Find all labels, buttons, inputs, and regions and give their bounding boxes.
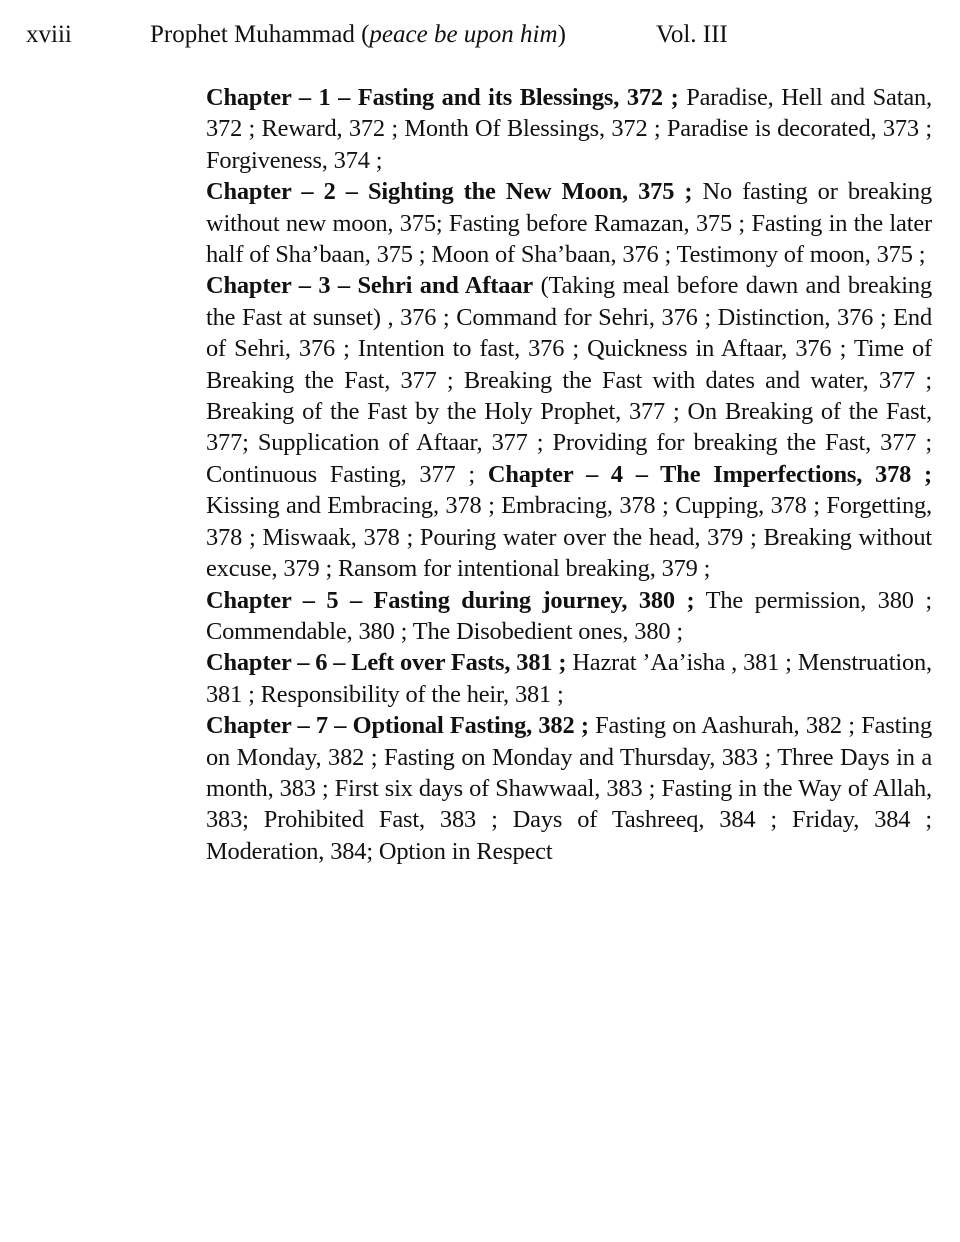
- contents-list: [206, 82, 932, 867]
- chapter-entry-6: [206, 647, 932, 710]
- chapter-entry-3: [206, 270, 932, 584]
- chapter-heading: Chapter – 2 – Sighting the New Moon, 375 ;: [206, 178, 693, 206]
- volume-label: Vol. III: [656, 21, 728, 48]
- chapter-entry-5: [206, 585, 932, 648]
- running-header: [0, 18, 960, 52]
- chapter-topics: The permission, 380 ; Commendable, 380 ; The Disobedient ones, 380 ;: [206, 586, 932, 645]
- chapter-heading: Chapter – 4 – The Imperfections, 378 ;: [487, 460, 932, 488]
- chapter-topics: Hazrat ’Aa’isha , 381 ; Menstruation, 381 ; Responsibility of the heir, 381 ;: [206, 649, 932, 708]
- book-title-open-paren: (: [361, 21, 370, 48]
- chapter-entry-1: [206, 82, 932, 176]
- chapter-heading: Chapter – 1 – Fasting and its Blessings, 372 ;: [206, 84, 679, 111]
- chapter-topics: Kissing and Embracing, 378 ; Embracing, 378 ; Cupping, 378 ; Forgetting, 378 ; Miswaak, 378 ; Pouring water over the head, 379 ; Breaking without excuse, 379 ; Ransom for intentional breaking, 379 ;: [206, 492, 932, 583]
- chapter-entry-7: [206, 710, 932, 867]
- chapter-topics: No fasting or breaking without new moon, 375; Fasting before Ramazan, 375 ; Fasting in the later half of Sha’baan, 375 ; Moon of Sha’baan, 376 ; Testimony of moon, 375 ;: [206, 178, 932, 269]
- chapter-topics: Paradise, Hell and Satan, 372 ; Reward, 372 ; Month Of Blessings, 372 ; Paradise is decorated, 373 ; Forgiveness, 374 ;: [206, 84, 932, 174]
- chapter-heading: Chapter – 7 – Optional Fasting, 382 ;: [206, 712, 589, 740]
- book-title-main: Prophet Muhammad: [150, 21, 355, 48]
- chapter-entry-2: [206, 176, 932, 270]
- chapter-topics: (Taking meal before dawn and breaking the Fast at sunset) , 376 ; Command for Sehri, 376 ; Distinction, 376 ; End of Sehri, 376 ; Intention to fast, 376 ; Quickness in Aftaar, 376 ; Time of Breaking the Fast, 377 ; Breaking the Fast with dates and water, 377 ; Breaking of the Fast by the Holy Prophet, 377 ; On Breaking of the Fast, 377; Supplication of Aftaar, 377 ; Providing for breaking the Fast, 377 ; Continuous Fasting, 377 ;: [206, 272, 932, 488]
- book-title-close-paren: ): [557, 21, 566, 48]
- page-number: xviii: [26, 21, 72, 48]
- chapter-heading: Chapter – 3 – Sehri and Aftaar: [206, 272, 534, 300]
- chapter-heading: Chapter – 5 – Fasting during journey, 380 ;: [206, 586, 695, 614]
- book-title-honorific: peace be upon him: [369, 21, 558, 48]
- chapter-heading: Chapter – 6 – Left over Fasts, 381 ;: [206, 649, 567, 677]
- chapter-topics: Fasting on Aashurah, 382 ; Fasting on Monday, 382 ; Fasting on Monday and Thursday, 383 ; Three Days in a month, 383 ; First six days of Shawwaal, 383 ; Fasting in the Way of Allah, 383; Prohibited Fast, 383 ; Days of Tashreeq, 384 ; Friday, 384 ; Moderation, 384; Option in Respect: [206, 712, 932, 865]
- book-title: [150, 18, 566, 52]
